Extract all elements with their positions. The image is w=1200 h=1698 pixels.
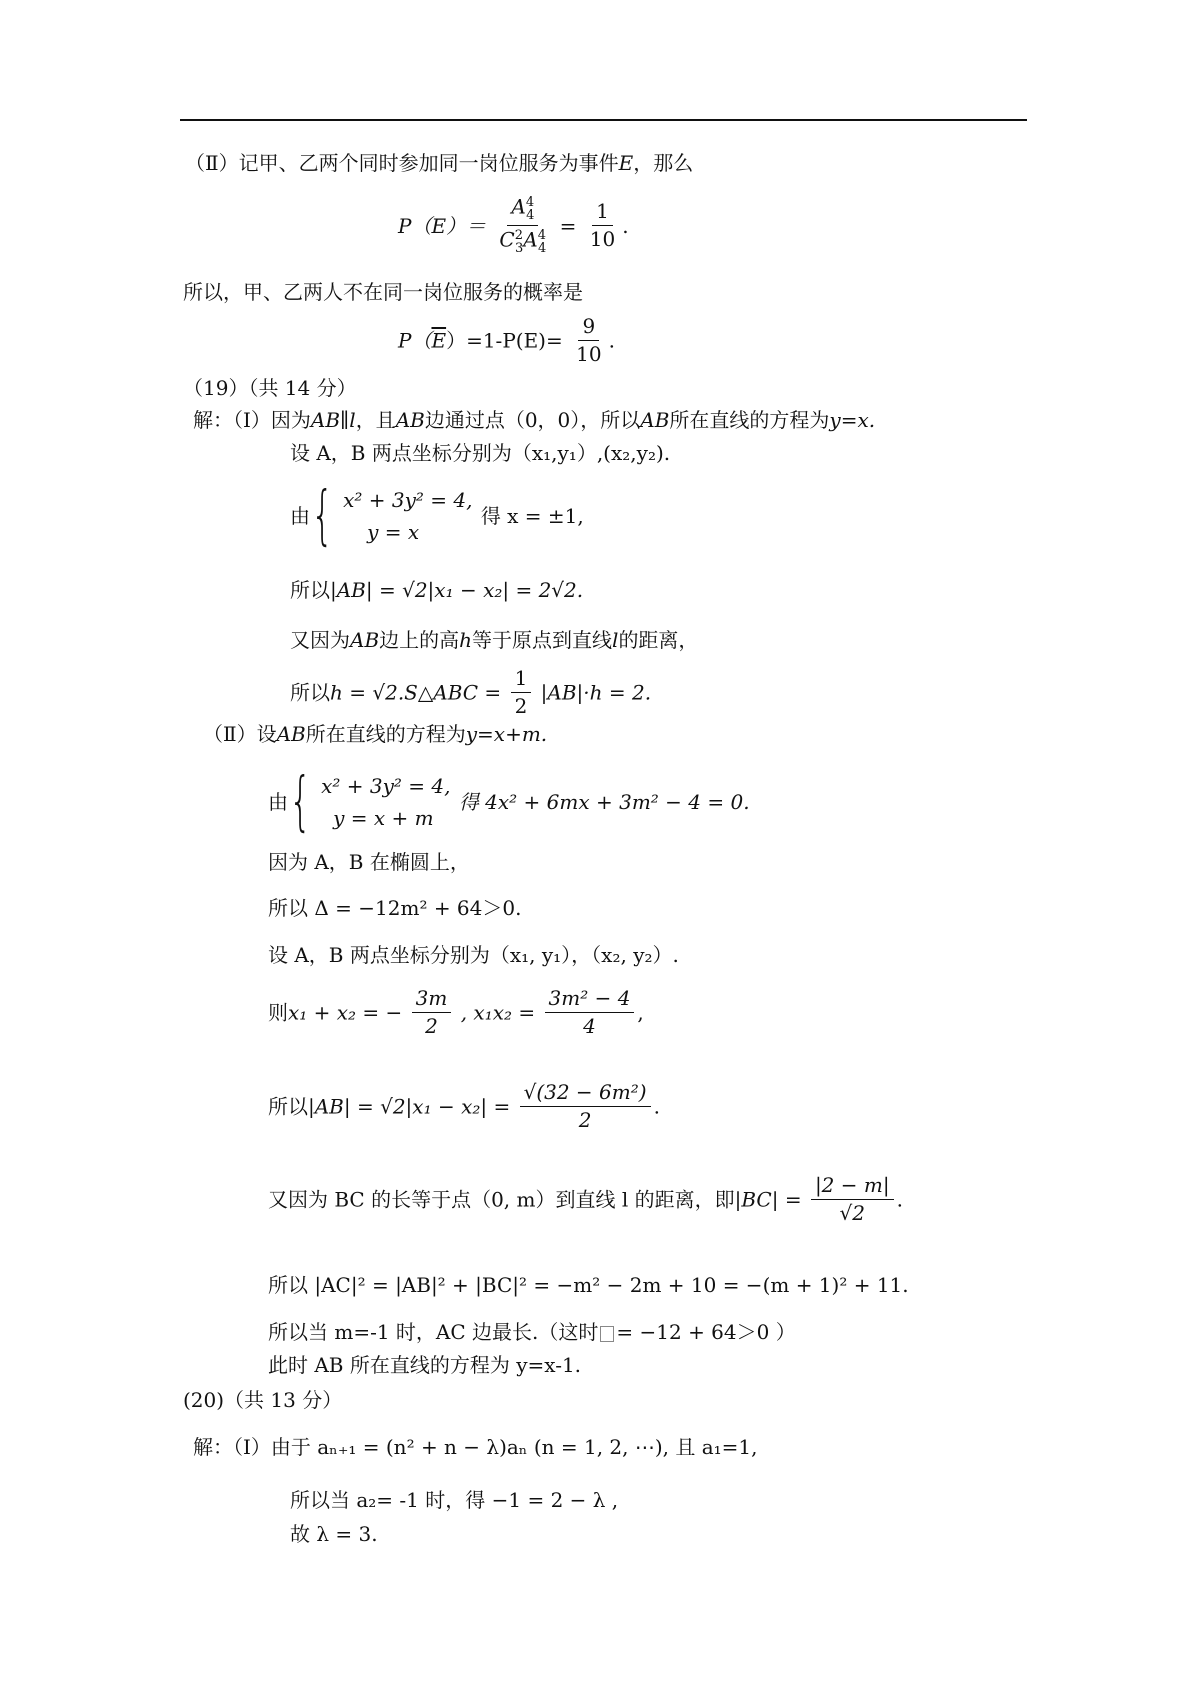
q20-part1-line1: 解：（Ⅰ）由于 aₙ₊₁ = (n² + n − λ)aₙ (n = 1, 2, ⋯), 且 a₁=1, [193, 1435, 758, 1459]
q19-coords-2: 设 A，B 两点坐标分别为（x₁, y₁），（x₂, y₂）. [268, 943, 679, 967]
s2-conclude: 所以，甲、乙两人不在同一岗位服务的概率是 [183, 280, 583, 304]
vieta-formula: 则x₁ + x₂ = − $\frac{3m}{2}$ , x₁x₂ = $\frac{\text{3m² − 4}}{4}$ , [268, 986, 644, 1038]
q20-part1-line2: 所以当 a₂= -1 时，得 −1 = 2 − λ , [290, 1488, 619, 1512]
system-2: 由{ x² + 3y² = 4, y = x + m 得 4x² + 6mx + 3m² − 4 = 0. [268, 765, 750, 839]
placeholder-box-icon [600, 1326, 614, 1342]
header-rule [180, 119, 1027, 121]
ac-squared: 所以 |AC|² = |AB|² + |BC|² = −m² − 2m + 10 = −(m + 1)² + 11. [268, 1273, 909, 1297]
system-1: 由{ x² + 3y² = 4, y = x 得 x = ±1, [290, 479, 584, 553]
ellipse-statement: 因为 A，B 在椭圆上， [268, 850, 470, 874]
q19-coords-1: 设 A，B 两点坐标分别为（x₁,y₁）,(x₂,y₂). [290, 441, 671, 465]
height-statement: 又因为AB边上的高h等于原点到直线l的距离， [290, 628, 699, 652]
delta-condition: 所以 Δ = −12m² + 64＞0. [268, 896, 522, 920]
q19-part2-line: （Ⅱ）设AB所在直线的方程为y=x+m. [203, 722, 548, 746]
s2-intro: （Ⅱ）记甲、乙两个同时参加同一岗位服务为事件E，那么 [185, 151, 694, 175]
ab-length-2: 所以|AB| = √2|x₁ − x₂| = $\frac{\text{√(32 − 6m²)}}{2}$ . [268, 1080, 660, 1132]
q20-part1-line3: 故 λ = 3. [290, 1522, 378, 1546]
pe-formula: P（E）＝ $\frac{A^4_4}{C^2_3A^4_4}$ = $\frac{1}{10}$ . [398, 194, 629, 256]
bc-length: 又因为 BC 的长等于点（0, m）到直线 l 的距离，即|BC| = $\frac{|2 - m|}{√2}$ . [268, 1173, 903, 1225]
pbar-formula: $P(\overline{E})=1-P(E)=$ $\frac{9}{10}$ . [398, 314, 615, 366]
q19-header: （19）（共 14 分） [183, 376, 357, 400]
q20-header: (20)（共 13 分） [183, 1388, 343, 1412]
area-formula: 所以h = √2.S△ABC = $\frac{1}{2}$ |AB|·h = 2. [290, 666, 652, 718]
max-statement: 所以当 m=-1 时，AC 边最长.（这时 = −12 + 64＞0 ） [268, 1320, 796, 1344]
q19-part1-line1: 解：（Ⅰ）因为AB∥l，且AB边通过点（0，0），所以AB所在直线的方程为y=x. [193, 408, 876, 432]
final-line-equation: 此时 AB 所在直线的方程为 y=x-1. [268, 1353, 582, 1377]
ab-length-1: 所以|AB| = √2|x₁ − x₂| = 2√2. [290, 578, 584, 602]
